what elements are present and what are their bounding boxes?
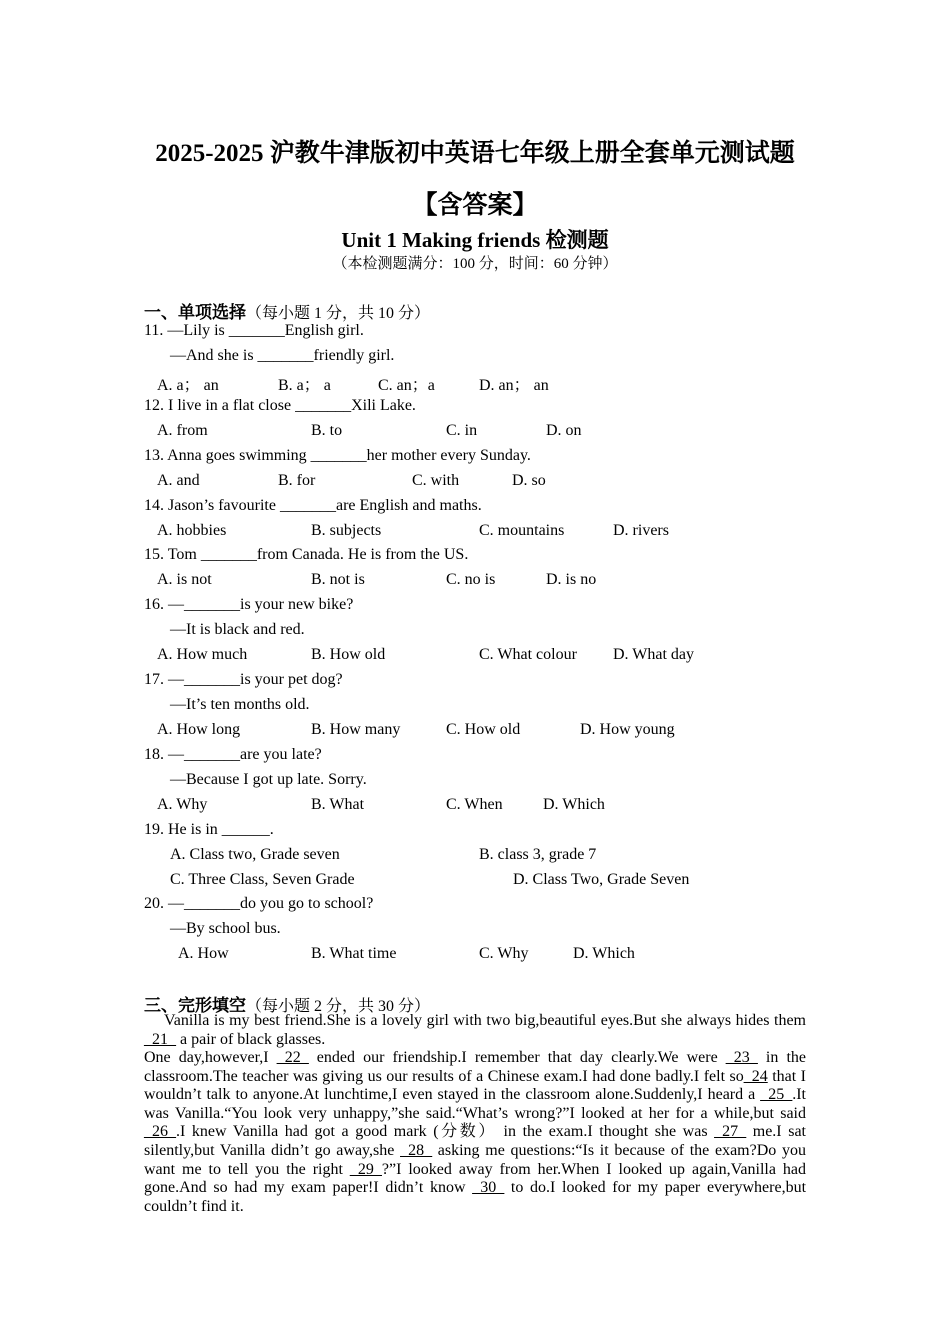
q16-option-a: A. How much	[157, 646, 248, 663]
question-17-stem: 17. —_______is your pet dog?	[144, 671, 343, 688]
q14-option-c: C. mountains	[479, 522, 565, 539]
cloze-blank-28: _28_	[400, 1141, 433, 1159]
section-3-points: （每小题 2 分，共 30 分）	[246, 998, 431, 1015]
q15-option-a: A. is not	[157, 571, 212, 588]
cloze-blank-21: _21_	[144, 1030, 176, 1048]
cloze-paragraph-2: One day,however,I _22_ ended our friendship.I remember that day clearly.We were _23_ in the classroom.The teacher was giving us our results of a Chinese exam.I had done badly.I felt so_24 that I wouldn’t talk to anyone.At lunchtime,I even stayed in the classroom alone.Suddenly,I heard a _25_.It was Vanilla.“You look very unhappy,”she said.“What’s wrong?”I looked at her for a while,but said _26_.I knew Vanilla had got a good mark (分数） in the exam.I thought she was _27_ me.I sat silently,but Vanilla didn’t go away,she _28_ asking me questions:“Is it because of the exam?Do you want me to tell you the right _29_?”I looked away from her.When I looked up again,Vanilla had gone.And so had my exam paper!I didn’t know _30_ to do.I looked for my paper everywhere,but couldn’t find it.	[144, 1049, 807, 1215]
question-20-reply: —By school bus.	[170, 920, 281, 937]
q13-option-b: B. for	[278, 472, 316, 489]
q19-option-c: C. Three Class, Seven Grade	[170, 871, 355, 888]
cloze-blank-26: _26_	[144, 1123, 176, 1141]
cloze-blank-30: _30_	[472, 1179, 505, 1197]
cloze-blank-29: _29_	[349, 1160, 382, 1178]
score-note: （本检测题满分：100 分，时间：60 分钟）	[332, 256, 618, 272]
q11-option-b: B. a； a	[278, 377, 331, 394]
q17-option-c: C. How old	[446, 721, 521, 738]
question-18-reply: —Because I got up late. Sorry.	[170, 771, 367, 788]
section-1-points: （每小题 1 分，共 10 分）	[246, 305, 431, 322]
q17-option-d: D. How young	[580, 721, 675, 738]
q14-option-a: A. hobbies	[157, 522, 227, 539]
q19-option-a: A. Class two, Grade seven	[170, 846, 340, 863]
q19-option-b: B. class 3, grade 7	[479, 846, 597, 863]
section-1-heading	[144, 298, 430, 323]
question-16-reply: —It is black and red.	[170, 621, 305, 638]
q14-option-d: D. rivers	[613, 522, 669, 539]
document-title: 2025-2025 沪教牛津版初中英语七年级上册全套单元测试题	[155, 140, 795, 167]
section-1-title: 一、单项选择	[144, 303, 246, 322]
q12-option-b: B. to	[311, 422, 343, 439]
cloze-paragraph-1: Vanilla is my best friend.She is a lovely girl with two big,beautiful eyes.But she always hides them _21_ a pair of black glasses.	[144, 1012, 806, 1048]
q11-option-d: D. an； an	[479, 377, 549, 394]
question-18-stem: 18. —_______are you late?	[144, 746, 322, 763]
q19-option-d: D. Class Two, Grade Seven	[513, 871, 690, 888]
q18-option-b: B. What	[311, 796, 365, 813]
question-11-stem: 11. —Lily is _______English girl.	[144, 322, 364, 339]
cloze-blank-22: _22_	[276, 1049, 309, 1066]
q20-option-b: B. What time	[311, 945, 397, 962]
q16-option-c: C. What colour	[479, 646, 577, 663]
question-14-stem: 14. Jason’s favourite _______are English and maths.	[144, 497, 482, 514]
cloze-blank-25: _25_	[760, 1086, 793, 1104]
q14-option-b: B. subjects	[311, 522, 382, 539]
q15-option-c: C. no is	[446, 571, 496, 588]
q13-option-a: A. and	[157, 472, 200, 489]
document-subtitle: 【含答案】	[412, 192, 538, 219]
q20-option-d: D. Which	[573, 945, 635, 962]
cloze-blank-27: _27_	[714, 1123, 747, 1141]
q18-option-c: C. When	[446, 796, 503, 813]
q16-option-b: B. How old	[311, 646, 386, 663]
question-19-stem: 19. He is in ______.	[144, 821, 274, 838]
q17-option-a: A. How long	[157, 721, 241, 738]
q15-option-b: B. not is	[311, 571, 365, 588]
q15-option-d: D. is no	[546, 571, 597, 588]
q13-option-d: D. so	[512, 472, 546, 489]
q12-option-c: C. in	[446, 422, 478, 439]
cloze-blank-24: _24	[743, 1067, 768, 1085]
question-12-stem: 12. I live in a flat close _______Xili Lake.	[144, 397, 416, 414]
section-3-title: 三、完形填空	[144, 996, 246, 1015]
q11-option-a: A. a； an	[157, 377, 219, 394]
cloze-blank-23: _23_	[725, 1049, 758, 1066]
question-11-reply: —And she is _______friendly girl.	[170, 347, 395, 364]
q12-option-d: D. on	[546, 422, 582, 439]
question-17-reply: —It’s ten months old.	[170, 696, 310, 713]
q18-option-d: D. Which	[543, 796, 605, 813]
q18-option-a: A. Why	[157, 796, 208, 813]
question-13-stem: 13. Anna goes swimming _______her mother every Sunday.	[144, 447, 531, 464]
question-20-stem: 20. —_______do you go to school?	[144, 895, 374, 912]
q20-option-a: A. How	[178, 945, 229, 962]
unit-title: Unit 1 Making friends 检测题	[341, 228, 609, 252]
question-16-stem: 16. —_______is your new bike?	[144, 596, 354, 613]
q16-option-d: D. What day	[613, 646, 695, 663]
q13-option-c: C. with	[412, 472, 460, 489]
question-15-stem: 15. Tom _______from Canada. He is from the US.	[144, 546, 469, 563]
q11-option-c: C. an；a	[378, 377, 435, 394]
q20-option-c: C. Why	[479, 945, 529, 962]
q17-option-b: B. How many	[311, 721, 401, 738]
q12-option-a: A. from	[157, 422, 208, 439]
